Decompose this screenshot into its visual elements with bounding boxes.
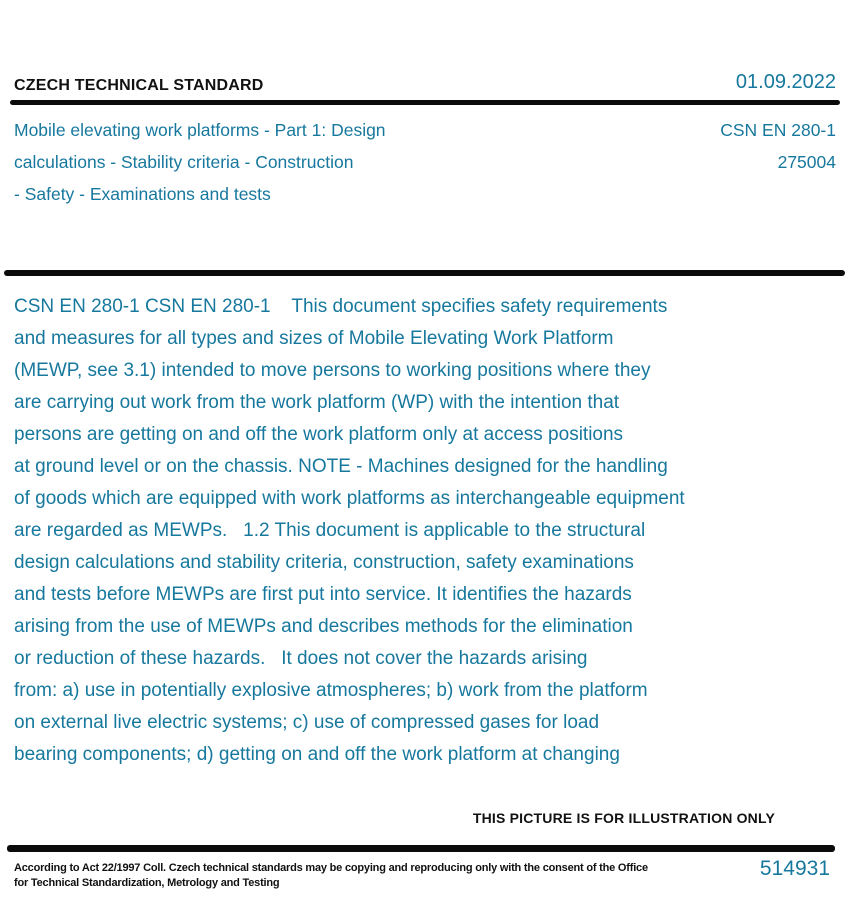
abstract-text-line: on external live electric systems; c) use of compressed gases for load — [14, 712, 600, 733]
document-number: 514931 — [759, 857, 830, 880]
standard-identifiers — [576, 114, 836, 178]
standard-title-line: calculations - Stability criteria - Construction — [14, 152, 354, 172]
abstract-text-line: persons are getting on and off the work platform only at access positions — [14, 424, 624, 445]
standard-title-line: - Safety - Examinations and tests — [14, 184, 271, 204]
abstract-text-line: from: a) use in potentially explosive atmospheres; b) work from the platform — [14, 680, 648, 701]
content-divider — [4, 270, 845, 276]
abstract-text-line: and tests before MEWPs are first put into service. It identifies the hazards — [14, 584, 632, 605]
standard-code: CSN EN 280-1 — [720, 120, 836, 140]
abstract-text-line: are carrying out work from the work platform (WP) with the intention that — [14, 392, 620, 413]
issue-date: 01.09.2022 — [735, 71, 836, 93]
illustration-disclaimer: THIS PICTURE IS FOR ILLUSTRATION ONLY — [472, 810, 775, 826]
page-title: CZECH TECHNICAL STANDARD — [14, 77, 264, 94]
abstract-text-line: arising from the use of MEWPs and describes methods for the elimination — [14, 616, 633, 637]
abstract-text — [14, 291, 814, 771]
abstract-text-line: CSN EN 280-1 CSN EN 280-1 This document specifies safety requirements — [14, 296, 668, 317]
copyright-notice-line1: According to Act 22/1997 Coll. Czech technical standards may be copying and reproducing only with the consent of the Office — [14, 862, 648, 874]
standard-title-line: Mobile elevating work platforms - Part 1: Design — [14, 120, 386, 140]
abstract-text-line: are regarded as MEWPs. 1.2 This document is applicable to the structural — [14, 520, 646, 541]
abstract-text-line: bearing components; d) getting on and off the work platform at changing — [14, 744, 620, 765]
copyright-notice — [14, 861, 648, 891]
standard-title — [14, 114, 534, 210]
abstract-text-line: design calculations and stability criteria, construction, safety examinations — [14, 552, 634, 573]
abstract-text-line: or reduction of these hazards. It does not cover the hazards arising — [14, 648, 588, 669]
abstract-text-line: of goods which are equipped with work platforms as interchangeable equipment — [14, 488, 685, 509]
abstract-text-line: (MEWP, see 3.1) intended to move persons to working positions where they — [14, 360, 651, 381]
abstract-text-line: and measures for all types and sizes of Mobile Elevating Work Platform — [14, 328, 614, 349]
footer-divider — [7, 845, 835, 852]
abstract-text-line: at ground level or on the chassis. NOTE - Machines designed for the handling — [14, 456, 668, 477]
class-number: 275004 — [777, 152, 836, 172]
header-divider — [10, 100, 840, 105]
copyright-notice-line2: for Technical Standardization, Metrology and Testing — [14, 877, 280, 889]
